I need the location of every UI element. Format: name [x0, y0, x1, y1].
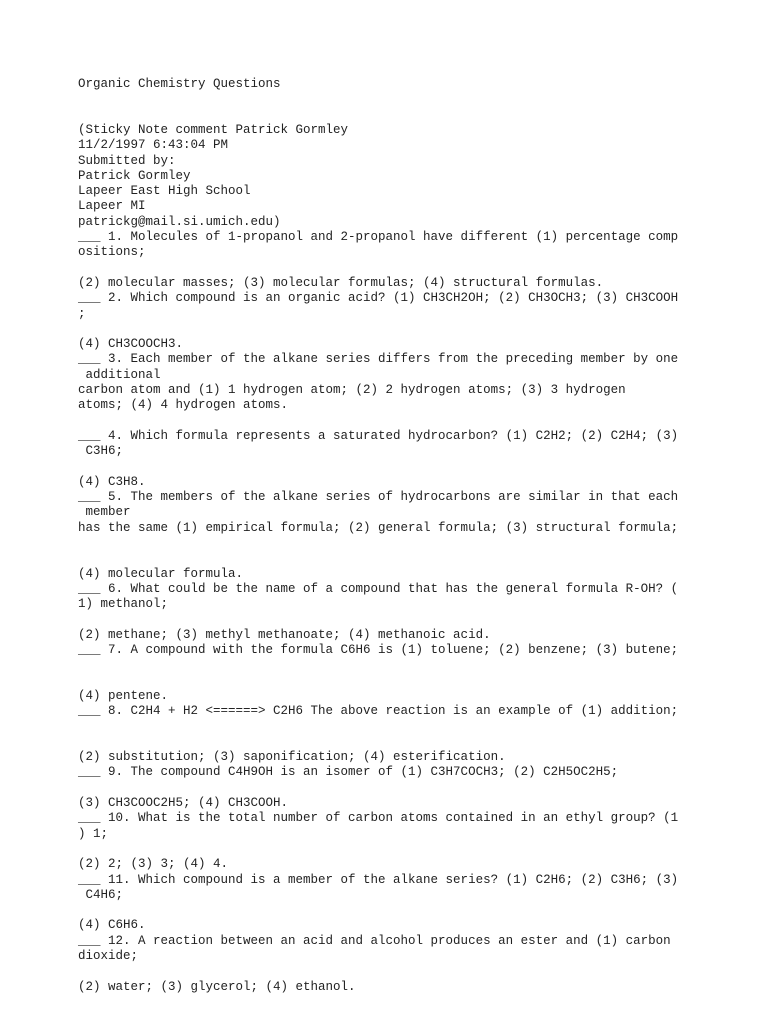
text-line: ___ 2. Which compound is an organic acid? (1) CH3CH2OH; (2) CH3OCH3; (3) CH3COOH	[78, 291, 679, 306]
text-line: (2) 2; (3) 3; (4) 4.	[78, 857, 229, 872]
text-line: has the same (1) empirical formula; (2) general formula; (3) structural formula;	[78, 520, 679, 535]
text-line: ___ 9. The compound C4H9OH is an isomer of (1) C3H7COCH3; (2) C2H5OC2H5;	[78, 765, 619, 780]
text-line: Lapeer MI	[78, 199, 146, 214]
text-line: 1) methanol;	[78, 597, 169, 612]
text-line	[78, 735, 718, 750]
text-line: dioxide;	[78, 949, 139, 964]
text-line: (2) molecular masses; (3) molecular formulas; (4) structural formulas.	[78, 275, 604, 290]
text-line	[78, 322, 718, 337]
text-line: ___ 4. Which formula represents a saturated hydrocarbon? (1) C2H2; (2) C2H4; (3)	[78, 428, 679, 443]
text-line: C4H6;	[78, 887, 124, 902]
text-line: ositions;	[78, 245, 146, 260]
document-body	[78, 123, 718, 995]
text-line: ___ 12. A reaction between an acid and alcohol produces an ester and (1) carbon	[78, 933, 671, 948]
document-title: Organic Chemistry Questions	[78, 77, 281, 91]
text-line: C3H6;	[78, 444, 124, 459]
text-line: (4) C6H6.	[78, 918, 146, 933]
text-line: Patrick Gormley	[78, 168, 191, 183]
text-line: atoms; (4) 4 hydrogen atoms.	[78, 398, 289, 413]
text-line: Submitted by:	[78, 153, 176, 168]
text-line	[78, 720, 718, 735]
text-line	[78, 261, 718, 276]
text-line: ;	[78, 306, 86, 321]
text-line: additional	[78, 367, 161, 382]
text-line: Lapeer East High School	[78, 184, 251, 199]
text-line: ___ 5. The members of the alkane series of hydrocarbons are similar in that each	[78, 490, 679, 505]
text-line: (Sticky Note comment Patrick Gormley	[78, 123, 349, 137]
text-line: (3) CH3COOC2H5; (4) CH3COOH.	[78, 796, 289, 811]
text-line	[78, 551, 718, 566]
text-line	[78, 613, 718, 628]
text-line: ___ 6. What could be the name of a compound that has the general formula R-OH? (	[78, 581, 679, 596]
text-line	[78, 460, 718, 475]
text-line	[78, 781, 718, 796]
text-line: carbon atom and (1) 1 hydrogen atom; (2) 2 hydrogen atoms; (3) 3 hydrogen	[78, 383, 626, 398]
text-line: (4) pentene.	[78, 688, 169, 703]
text-line: ___ 11. Which compound is a member of the alkane series? (1) C2H6; (2) C3H6; (3)	[78, 872, 679, 887]
text-line: (2) water; (3) glycerol; (4) ethanol.	[78, 979, 356, 994]
text-line	[78, 964, 718, 979]
text-line: ) 1;	[78, 826, 109, 841]
text-line: (2) methane; (3) methyl methanoate; (4) methanoic acid.	[78, 627, 491, 642]
text-line	[78, 658, 718, 673]
text-line	[78, 674, 718, 689]
text-line: ___ 8. C2H4 + H2 <======> C2H6 The above reaction is an example of (1) addition;	[78, 704, 679, 719]
text-line: 11/2/1997 6:43:04 PM	[78, 138, 229, 153]
text-line: (4) molecular formula.	[78, 566, 244, 581]
text-line	[78, 842, 718, 857]
text-line: member	[78, 505, 131, 520]
text-line: ___ 3. Each member of the alkane series differs from the preceding member by one	[78, 352, 679, 367]
text-line	[78, 903, 718, 918]
text-line: patrickg@mail.si.umich.edu)	[78, 214, 281, 229]
text-line	[78, 536, 718, 551]
text-line: (2) substitution; (3) saponification; (4) esterification.	[78, 750, 506, 765]
text-line: (4) C3H8.	[78, 474, 146, 489]
text-line	[78, 414, 718, 429]
text-line: ___ 1. Molecules of 1-propanol and 2-propanol have different (1) percentage comp	[78, 230, 679, 245]
text-line: (4) CH3COOCH3.	[78, 337, 184, 352]
text-line: ___ 7. A compound with the formula C6H6 is (1) toluene; (2) benzene; (3) butene;	[78, 643, 679, 658]
text-line: ___ 10. What is the total number of carbon atoms contained in an ethyl group? (1	[78, 811, 679, 826]
